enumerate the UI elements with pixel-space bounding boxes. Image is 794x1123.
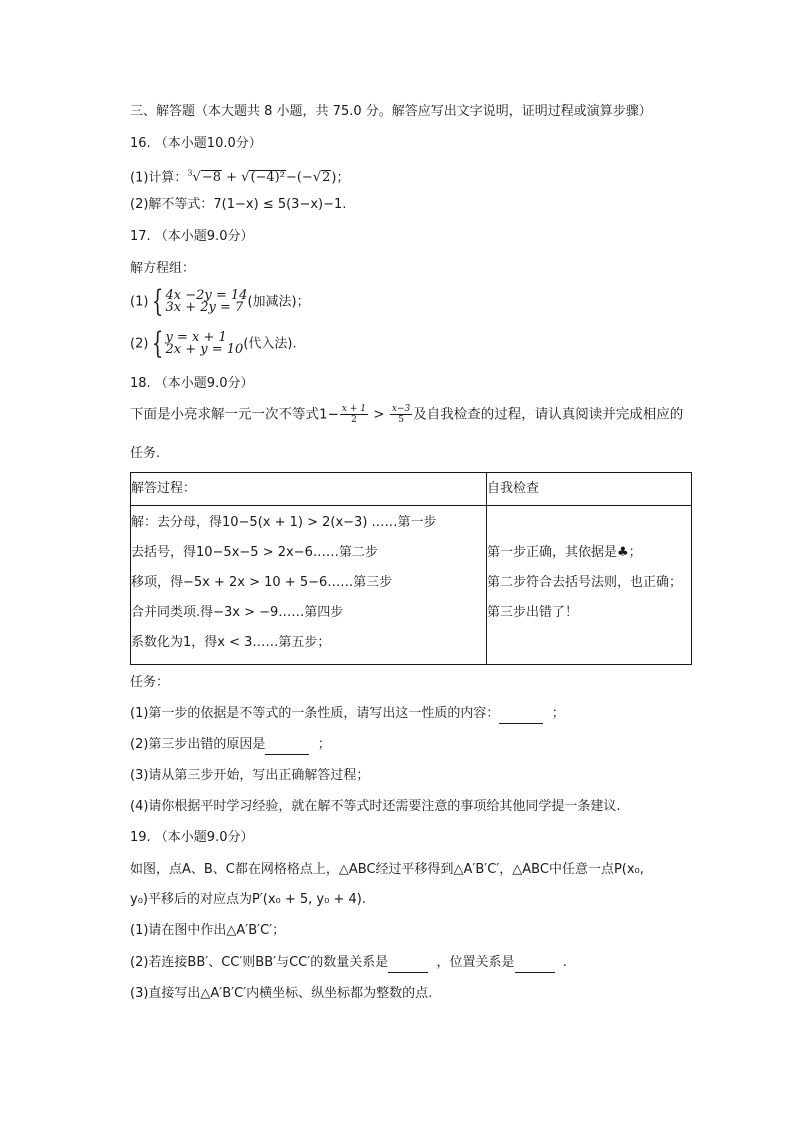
self-check-cell — [487, 506, 692, 665]
step-line: 系数化为1，得x < 3……第五步； — [131, 635, 331, 650]
q17-part1: (1) { 4x −2y = 14 3x + 2y = 7 (加减法)； — [130, 284, 310, 319]
answer-blank[interactable] — [515, 954, 555, 973]
q17-label: 17. （本小题9.0分） — [130, 229, 254, 244]
table-header-row — [131, 473, 692, 506]
check-line: 第三步出错了！ — [487, 605, 579, 620]
q16-part1: (1)计算：$^3$√−8 + √(−4)²−(−√2)； — [130, 169, 350, 186]
q19-part1: (1)请在图中作出△A′B′C′； — [130, 923, 286, 938]
q16-label: 16. （本小题10.0分） — [130, 136, 262, 151]
table-body-row — [131, 506, 692, 665]
q18-intro-cont: 任务. — [130, 446, 161, 461]
cbrt-expression: $^3$√−8 + √(−4)²−(−√2 — [187, 169, 331, 186]
task-3: (3)请从第三步开始，写出正确解答过程； — [130, 768, 370, 783]
q19-line1: 如图，点A、B、C都在网格格点上，△ABC经过平移得到△A′B′C′，△ABC中任意一点P(x₀, — [130, 862, 644, 877]
solution-table — [130, 472, 692, 665]
step-line: 移项，得−5x + 2x > 10 + 5−6……第三步 — [131, 575, 393, 590]
q19-part3: (3)直接写出△A′B′C′内横坐标、纵坐标都为整数的点. — [130, 986, 433, 1001]
task-label: 任务： — [130, 675, 170, 690]
q18-label: 18. （本小题9.0分） — [130, 376, 254, 391]
answer-blank[interactable] — [388, 954, 428, 973]
equation-system-2: { y = x + 1 2x + y = 10 — [152, 326, 244, 361]
q17-intro: 解方程组： — [130, 261, 196, 276]
equation-system-1: { 4x −2y = 14 3x + 2y = 7 — [152, 284, 248, 319]
q16-part1-prefix: (1)计算： — [130, 170, 188, 186]
task-1: (1)第一步的依据是不等式的一条性质，请写出这一性质的内容： ； — [130, 705, 565, 724]
fraction-2: $\frac{x-3}{5}$ — [391, 404, 411, 425]
q19-part2: (2)若连接BB′、CC′则BB′与CC′的数量关系是 ，位置关系是 . — [130, 954, 567, 973]
task-4: (4)请你根据平时学习经验，就在解不等式时还需要注意的事项给其他同学提一条建议. — [130, 799, 621, 814]
step-line: 去括号，得10−5x−5 > 2x−6……第二步 — [131, 545, 378, 560]
q17-part2: (2) { y = x + 1 2x + y = 10 (代入法). — [130, 326, 297, 361]
task-2: (2)第三步出错的原因是 ； — [130, 736, 331, 755]
answer-blank[interactable] — [265, 736, 309, 755]
table-header-right: 自我检查 — [487, 473, 692, 506]
check-line: 第二步符合去括号法则，也正确； — [487, 575, 683, 590]
step-line: 合并同类项.得−3x > −9……第四步 — [131, 605, 344, 620]
solution-steps-cell — [131, 506, 487, 665]
q16-part2: (2)解不等式：7(1−x) ≤ 5(3−x)−1. — [130, 197, 347, 212]
check-line: 第一步正确，其依据是♣； — [487, 545, 642, 560]
section-header: 三、解答题（本大题共 8 小题，共 75.0 分。解答应写出文字说明，证明过程或演算步骤） — [130, 104, 652, 119]
q19-line2: y₀)平移后的对应点为P′(x₀ + 5, y₀ + 4). — [130, 892, 366, 907]
check-line — [487, 628, 691, 658]
q18-intro: 下面是小亮求解一元一次不等式1− $\frac{x + 1}{2}$ > $\frac{x-3}{5}$ 及自我检查的过程，请认真阅读并完成相应的 — [130, 404, 684, 425]
answer-blank[interactable] — [499, 705, 543, 724]
table-header-left: 解答过程： — [131, 473, 487, 506]
check-line — [487, 508, 691, 538]
fraction-1: $\frac{x + 1}{2}$ — [341, 404, 366, 425]
q19-label: 19. （本小题9.0分） — [130, 830, 254, 845]
step-line: 解：去分母，得10−5(x + 1) > 2(x−3) ……第一步 — [131, 515, 437, 530]
